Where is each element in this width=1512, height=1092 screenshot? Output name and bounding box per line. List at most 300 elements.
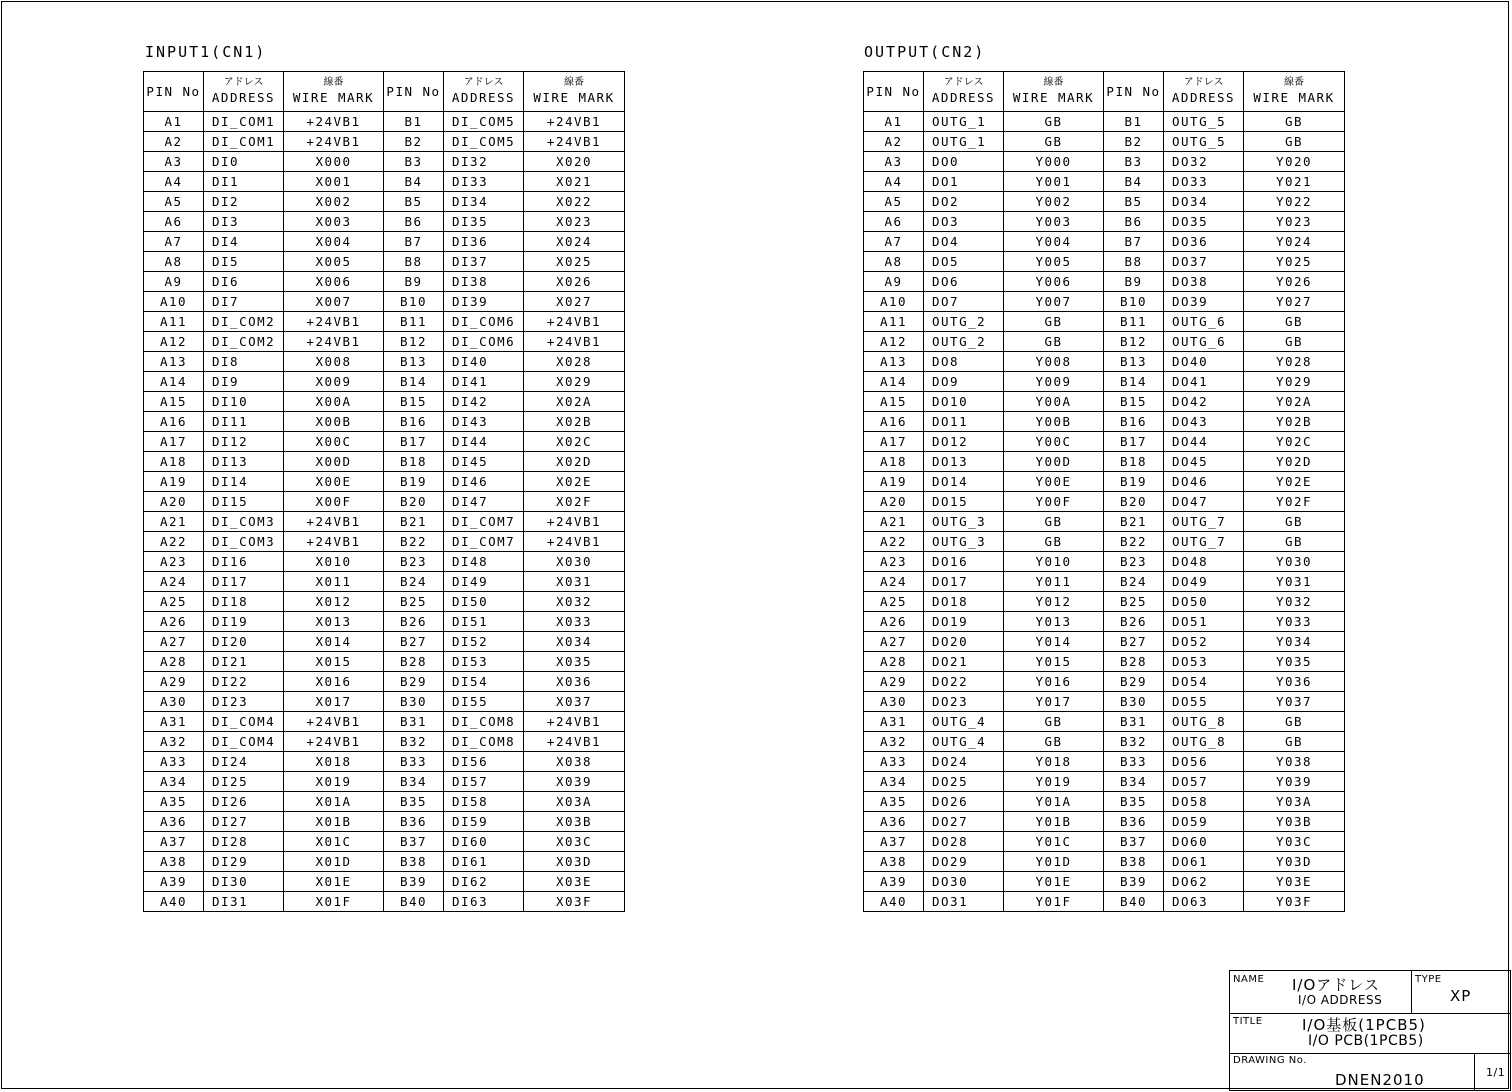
cell-wire-mark-b: +24VB1 [524, 132, 625, 152]
cell-address-a: DI1 [204, 172, 284, 192]
cell-address-b: DI57 [444, 772, 524, 792]
header-address: アドレス ADDRESS [1164, 72, 1244, 112]
cell-address-a: DI_COM3 [204, 512, 284, 532]
cell-pin-b: B38 [1104, 852, 1164, 872]
cell-wire-mark-b: Y027 [1244, 292, 1345, 312]
cell-wire-mark-b: Y038 [1244, 752, 1345, 772]
cell-wire-mark-b: X033 [524, 612, 625, 632]
table-row [144, 692, 625, 712]
cell-pin-a: A15 [144, 392, 204, 412]
cell-pin-a: A27 [864, 632, 924, 652]
cell-address-a: DO14 [924, 472, 1004, 492]
cell-address-b: DI37 [444, 252, 524, 272]
cell-wire-mark-a: X008 [284, 352, 384, 372]
cell-wire-mark-a: Y001 [1004, 172, 1104, 192]
cell-address-a: DI28 [204, 832, 284, 852]
cell-pin-a: A30 [144, 692, 204, 712]
cell-address-a: DI19 [204, 612, 284, 632]
cell-wire-mark-a: X01D [284, 852, 384, 872]
table-row [144, 152, 625, 172]
cell-pin-a: A14 [864, 372, 924, 392]
table-row [864, 652, 1345, 672]
cell-pin-a: A4 [864, 172, 924, 192]
cell-pin-b: B17 [384, 432, 444, 452]
cell-wire-mark-a: X013 [284, 612, 384, 632]
cell-wire-mark-b: Y02A [1244, 392, 1345, 412]
cell-pin-a: A13 [864, 352, 924, 372]
cell-address-b: DI_COM7 [444, 532, 524, 552]
cell-wire-mark-a: Y006 [1004, 272, 1104, 292]
cell-wire-mark-a: X010 [284, 552, 384, 572]
cell-address-b: DO56 [1164, 752, 1244, 772]
cell-wire-mark-a: Y01A [1004, 792, 1104, 812]
cell-wire-mark-b: +24VB1 [524, 112, 625, 132]
table-row [144, 732, 625, 752]
cell-pin-a: A33 [864, 752, 924, 772]
cell-address-b: DI54 [444, 672, 524, 692]
cell-wire-mark-b: X029 [524, 372, 625, 392]
cell-pin-a: A22 [864, 532, 924, 552]
cell-wire-mark-b: Y032 [1244, 592, 1345, 612]
cell-pin-a: A32 [864, 732, 924, 752]
cell-pin-b: B14 [1104, 372, 1164, 392]
table-row [144, 852, 625, 872]
table-row [864, 232, 1345, 252]
table-row [144, 172, 625, 192]
table-row [144, 812, 625, 832]
cell-wire-mark-b: Y026 [1244, 272, 1345, 292]
cell-pin-a: A30 [864, 692, 924, 712]
cell-pin-a: A8 [144, 252, 204, 272]
cell-wire-mark-b: X021 [524, 172, 625, 192]
cell-address-b: DI43 [444, 412, 524, 432]
cell-wire-mark-b: Y030 [1244, 552, 1345, 572]
cell-wire-mark-a: X005 [284, 252, 384, 272]
cell-address-b: DI47 [444, 492, 524, 512]
divider [1411, 971, 1412, 1014]
cell-pin-b: B16 [384, 412, 444, 432]
cell-pin-b: B36 [1104, 812, 1164, 832]
cell-wire-mark-b: X022 [524, 192, 625, 212]
table-row [144, 752, 625, 772]
table-row [864, 412, 1345, 432]
cell-wire-mark-a: +24VB1 [284, 332, 384, 352]
cell-pin-a: A11 [864, 312, 924, 332]
table-row [864, 332, 1345, 352]
cell-pin-b: B40 [384, 892, 444, 912]
cell-wire-mark-b: X030 [524, 552, 625, 572]
cell-address-b: DI_COM7 [444, 512, 524, 532]
cell-pin-a: A3 [144, 152, 204, 172]
cell-wire-mark-a: X012 [284, 592, 384, 612]
cell-pin-b: B22 [384, 532, 444, 552]
cell-pin-a: A17 [864, 432, 924, 452]
cell-pin-a: A26 [864, 612, 924, 632]
cell-wire-mark-b: Y028 [1244, 352, 1345, 372]
cell-wire-mark-a: X01E [284, 872, 384, 892]
cell-pin-a: A38 [864, 852, 924, 872]
cell-address-b: DO39 [1164, 292, 1244, 312]
cell-address-a: DI29 [204, 852, 284, 872]
cell-pin-b: B4 [384, 172, 444, 192]
cell-pin-b: B38 [384, 852, 444, 872]
cell-address-a: DO4 [924, 232, 1004, 252]
cell-address-a: DO1 [924, 172, 1004, 192]
title-en: I/O PCB(1PCB5) [1308, 1033, 1424, 1049]
cell-wire-mark-a: X017 [284, 692, 384, 712]
cell-wire-mark-b: X02A [524, 392, 625, 412]
table-row [864, 872, 1345, 892]
cell-wire-mark-b: Y03D [1244, 852, 1345, 872]
table-row [864, 252, 1345, 272]
cell-address-a: DO15 [924, 492, 1004, 512]
cell-pin-a: A2 [864, 132, 924, 152]
cell-address-a: OUTG_4 [924, 732, 1004, 752]
cell-pin-b: B33 [384, 752, 444, 772]
cell-pin-a: A22 [144, 532, 204, 552]
cell-pin-a: A7 [144, 232, 204, 252]
cell-wire-mark-b: X02F [524, 492, 625, 512]
cell-address-a: DI_COM2 [204, 312, 284, 332]
header-address: アドレス ADDRESS [924, 72, 1004, 112]
cell-wire-mark-a: Y005 [1004, 252, 1104, 272]
cell-wire-mark-b: X034 [524, 632, 625, 652]
cell-pin-b: B19 [384, 472, 444, 492]
cell-address-a: DO8 [924, 352, 1004, 372]
cell-wire-mark-b: Y021 [1244, 172, 1345, 192]
cell-address-b: DI40 [444, 352, 524, 372]
cell-address-a: DI26 [204, 792, 284, 812]
cell-address-b: DO50 [1164, 592, 1244, 612]
cell-pin-b: B2 [384, 132, 444, 152]
cell-address-a: DI5 [204, 252, 284, 272]
cell-address-b: DI_COM8 [444, 712, 524, 732]
cell-pin-b: B1 [384, 112, 444, 132]
cell-address-b: DO61 [1164, 852, 1244, 872]
cell-pin-b: B28 [384, 652, 444, 672]
header-pin: PIN No [384, 72, 444, 112]
cell-pin-b: B6 [384, 212, 444, 232]
cell-wire-mark-a: Y014 [1004, 632, 1104, 652]
cell-pin-b: B5 [1104, 192, 1164, 212]
cell-wire-mark-b: X024 [524, 232, 625, 252]
cell-address-b: DI59 [444, 812, 524, 832]
table-row [864, 712, 1345, 732]
cell-wire-mark-b: Y035 [1244, 652, 1345, 672]
cell-address-a: DO12 [924, 432, 1004, 452]
cell-address-b: DI_COM6 [444, 332, 524, 352]
cell-address-a: OUTG_4 [924, 712, 1004, 732]
cell-pin-b: B27 [384, 632, 444, 652]
cell-wire-mark-b: Y03F [1244, 892, 1345, 912]
table-row [864, 132, 1345, 152]
cell-pin-b: B24 [1104, 572, 1164, 592]
cell-pin-a: A15 [864, 392, 924, 412]
cell-address-a: DI_COM2 [204, 332, 284, 352]
table-row [864, 372, 1345, 392]
cell-address-a: DO22 [924, 672, 1004, 692]
cell-address-a: DO28 [924, 832, 1004, 852]
cell-address-b: DO47 [1164, 492, 1244, 512]
cell-address-a: DI2 [204, 192, 284, 212]
table-row [144, 452, 625, 472]
cell-pin-b: B37 [1104, 832, 1164, 852]
table-row [864, 512, 1345, 532]
cell-wire-mark-a: Y011 [1004, 572, 1104, 592]
table-row [864, 772, 1345, 792]
cell-wire-mark-b: Y031 [1244, 572, 1345, 592]
cell-wire-mark-a: X01B [284, 812, 384, 832]
cell-wire-mark-a: X001 [284, 172, 384, 192]
input-table-title: INPUT1(CN1) [145, 43, 267, 61]
cell-address-a: DI_COM1 [204, 132, 284, 152]
cell-address-b: OUTG_5 [1164, 132, 1244, 152]
table-row [144, 132, 625, 152]
cell-pin-a: A35 [864, 792, 924, 812]
cell-address-a: DI25 [204, 772, 284, 792]
cell-address-b: DI49 [444, 572, 524, 592]
cell-pin-a: A23 [144, 552, 204, 572]
cell-pin-b: B10 [384, 292, 444, 312]
cell-wire-mark-b: GB [1244, 532, 1345, 552]
cell-address-a: DO26 [924, 792, 1004, 812]
cell-pin-b: B11 [384, 312, 444, 332]
cell-pin-a: A10 [144, 292, 204, 312]
cell-pin-b: B5 [384, 192, 444, 212]
cell-pin-a: A38 [144, 852, 204, 872]
header-wire-mark: 線番 WIRE MARK [524, 72, 625, 112]
output-table-title: OUTPUT(CN2) [864, 43, 986, 61]
cell-wire-mark-b: +24VB1 [524, 732, 625, 752]
table-row [144, 432, 625, 452]
cell-address-a: DO10 [924, 392, 1004, 412]
cell-address-b: DO55 [1164, 692, 1244, 712]
cell-wire-mark-a: X016 [284, 672, 384, 692]
cell-address-b: DO58 [1164, 792, 1244, 812]
cell-pin-b: B15 [384, 392, 444, 412]
cell-address-b: DI44 [444, 432, 524, 452]
cell-wire-mark-b: Y033 [1244, 612, 1345, 632]
cell-wire-mark-b: X035 [524, 652, 625, 672]
cell-wire-mark-a: X00D [284, 452, 384, 472]
cell-pin-a: A4 [144, 172, 204, 192]
title-block-drawing-row [1230, 1054, 1510, 1090]
table-row [864, 272, 1345, 292]
cell-pin-b: B30 [384, 692, 444, 712]
cell-pin-b: B32 [1104, 732, 1164, 752]
cell-pin-b: B18 [1104, 452, 1164, 472]
cell-pin-b: B32 [384, 732, 444, 752]
cell-wire-mark-a: X01A [284, 792, 384, 812]
table-row [864, 892, 1345, 912]
cell-address-a: DI_COM1 [204, 112, 284, 132]
cell-wire-mark-b: X039 [524, 772, 625, 792]
header-address: アドレス ADDRESS [204, 72, 284, 112]
cell-pin-a: A10 [864, 292, 924, 312]
cell-wire-mark-a: +24VB1 [284, 712, 384, 732]
cell-wire-mark-b: X023 [524, 212, 625, 232]
cell-wire-mark-b: Y020 [1244, 152, 1345, 172]
cell-pin-a: A20 [144, 492, 204, 512]
cell-wire-mark-a: X015 [284, 652, 384, 672]
cell-address-b: DI_COM6 [444, 312, 524, 332]
cell-wire-mark-a: Y019 [1004, 772, 1104, 792]
cell-address-a: DI24 [204, 752, 284, 772]
cell-address-a: DI31 [204, 892, 284, 912]
cell-wire-mark-a: Y01D [1004, 852, 1104, 872]
table-row [144, 512, 625, 532]
cell-pin-a: A18 [144, 452, 204, 472]
cell-pin-a: A27 [144, 632, 204, 652]
cell-pin-b: B16 [1104, 412, 1164, 432]
cell-wire-mark-a: +24VB1 [284, 112, 384, 132]
cell-pin-a: A40 [144, 892, 204, 912]
cell-wire-mark-a: X009 [284, 372, 384, 392]
cell-wire-mark-a: GB [1004, 132, 1104, 152]
cell-address-a: DI_COM3 [204, 532, 284, 552]
cell-wire-mark-a: X002 [284, 192, 384, 212]
cell-pin-b: B25 [1104, 592, 1164, 612]
cell-wire-mark-a: Y017 [1004, 692, 1104, 712]
cell-pin-a: A11 [144, 312, 204, 332]
cell-wire-mark-a: Y010 [1004, 552, 1104, 572]
cell-address-b: DI_COM5 [444, 132, 524, 152]
cell-pin-b: B19 [1104, 472, 1164, 492]
cell-pin-b: B8 [384, 252, 444, 272]
cell-address-a: DI_COM4 [204, 712, 284, 732]
table-row [144, 792, 625, 812]
cell-pin-b: B20 [1104, 492, 1164, 512]
cell-wire-mark-b: +24VB1 [524, 712, 625, 732]
cell-address-a: DI9 [204, 372, 284, 392]
cell-wire-mark-b: Y02C [1244, 432, 1345, 452]
cell-pin-a: A31 [864, 712, 924, 732]
cell-address-a: DI13 [204, 452, 284, 472]
cell-address-a: DI7 [204, 292, 284, 312]
type-label: TYPE [1415, 974, 1442, 985]
cell-address-b: DO37 [1164, 252, 1244, 272]
cell-wire-mark-b: Y029 [1244, 372, 1345, 392]
cell-pin-b: B9 [384, 272, 444, 292]
cell-wire-mark-b: GB [1244, 512, 1345, 532]
cell-wire-mark-a: X007 [284, 292, 384, 312]
cell-pin-a: A23 [864, 552, 924, 572]
table-header-row [864, 72, 1345, 112]
cell-wire-mark-a: X019 [284, 772, 384, 792]
cell-address-b: OUTG_7 [1164, 532, 1244, 552]
cell-wire-mark-b: X027 [524, 292, 625, 312]
table-row [144, 632, 625, 652]
table-row [864, 492, 1345, 512]
cell-wire-mark-a: GB [1004, 112, 1104, 132]
cell-address-a: DO9 [924, 372, 1004, 392]
cell-address-a: DI21 [204, 652, 284, 672]
cell-pin-b: B21 [384, 512, 444, 532]
cell-pin-a: A5 [144, 192, 204, 212]
cell-pin-a: A12 [864, 332, 924, 352]
cell-address-a: DO2 [924, 192, 1004, 212]
table-row [144, 712, 625, 732]
cell-address-b: DI34 [444, 192, 524, 212]
table-row [144, 532, 625, 552]
cell-address-b: DI39 [444, 292, 524, 312]
cell-address-a: DI23 [204, 692, 284, 712]
cell-wire-mark-b: GB [1244, 732, 1345, 752]
cell-address-a: DI10 [204, 392, 284, 412]
cell-address-b: DI45 [444, 452, 524, 472]
cell-address-a: DI8 [204, 352, 284, 372]
cell-address-b: DI38 [444, 272, 524, 292]
cell-pin-a: A2 [144, 132, 204, 152]
cell-pin-b: B26 [1104, 612, 1164, 632]
cell-address-a: DI4 [204, 232, 284, 252]
cell-wire-mark-b: Y03A [1244, 792, 1345, 812]
table-row [144, 892, 625, 912]
cell-wire-mark-a: X00B [284, 412, 384, 432]
cell-wire-mark-a: Y01C [1004, 832, 1104, 852]
cell-pin-b: B29 [1104, 672, 1164, 692]
cell-wire-mark-b: Y03C [1244, 832, 1345, 852]
cell-wire-mark-a: +24VB1 [284, 732, 384, 752]
cell-wire-mark-a: Y00B [1004, 412, 1104, 432]
cell-wire-mark-a: Y009 [1004, 372, 1104, 392]
cell-address-b: DO57 [1164, 772, 1244, 792]
cell-address-b: OUTG_6 [1164, 332, 1244, 352]
cell-wire-mark-b: Y03E [1244, 872, 1345, 892]
header-wire-mark: 線番 WIRE MARK [1244, 72, 1345, 112]
cell-address-b: DI42 [444, 392, 524, 412]
cell-wire-mark-a: X000 [284, 152, 384, 172]
cell-wire-mark-b: Y039 [1244, 772, 1345, 792]
cell-pin-a: A31 [144, 712, 204, 732]
cell-wire-mark-a: GB [1004, 732, 1104, 752]
cell-wire-mark-b: X037 [524, 692, 625, 712]
drawing-no: DNEN2010 [1335, 1071, 1425, 1089]
cell-wire-mark-a: Y004 [1004, 232, 1104, 252]
cell-pin-b: B23 [1104, 552, 1164, 572]
cell-pin-b: B26 [384, 612, 444, 632]
cell-pin-b: B21 [1104, 512, 1164, 532]
table-row [144, 252, 625, 272]
table-row [144, 492, 625, 512]
cell-pin-b: B31 [384, 712, 444, 732]
cell-wire-mark-b: GB [1244, 132, 1345, 152]
cell-wire-mark-b: X03F [524, 892, 625, 912]
table-row [864, 832, 1345, 852]
cell-wire-mark-b: X036 [524, 672, 625, 692]
cell-pin-a: A24 [864, 572, 924, 592]
cell-wire-mark-a: Y008 [1004, 352, 1104, 372]
table-row [864, 472, 1345, 492]
cell-wire-mark-b: X03E [524, 872, 625, 892]
cell-wire-mark-a: X003 [284, 212, 384, 232]
table-row [144, 312, 625, 332]
cell-pin-a: A28 [864, 652, 924, 672]
table-row [144, 652, 625, 672]
type-value: XP [1450, 987, 1472, 1005]
cell-wire-mark-b: +24VB1 [524, 312, 625, 332]
cell-address-b: DO36 [1164, 232, 1244, 252]
cell-pin-a: A34 [144, 772, 204, 792]
cell-wire-mark-a: +24VB1 [284, 512, 384, 532]
cell-pin-a: A20 [864, 492, 924, 512]
table-row [864, 192, 1345, 212]
cell-address-b: DO43 [1164, 412, 1244, 432]
cell-pin-a: A33 [144, 752, 204, 772]
cell-pin-b: B28 [1104, 652, 1164, 672]
title-block-name-row [1230, 971, 1510, 1014]
cell-wire-mark-a: X014 [284, 632, 384, 652]
